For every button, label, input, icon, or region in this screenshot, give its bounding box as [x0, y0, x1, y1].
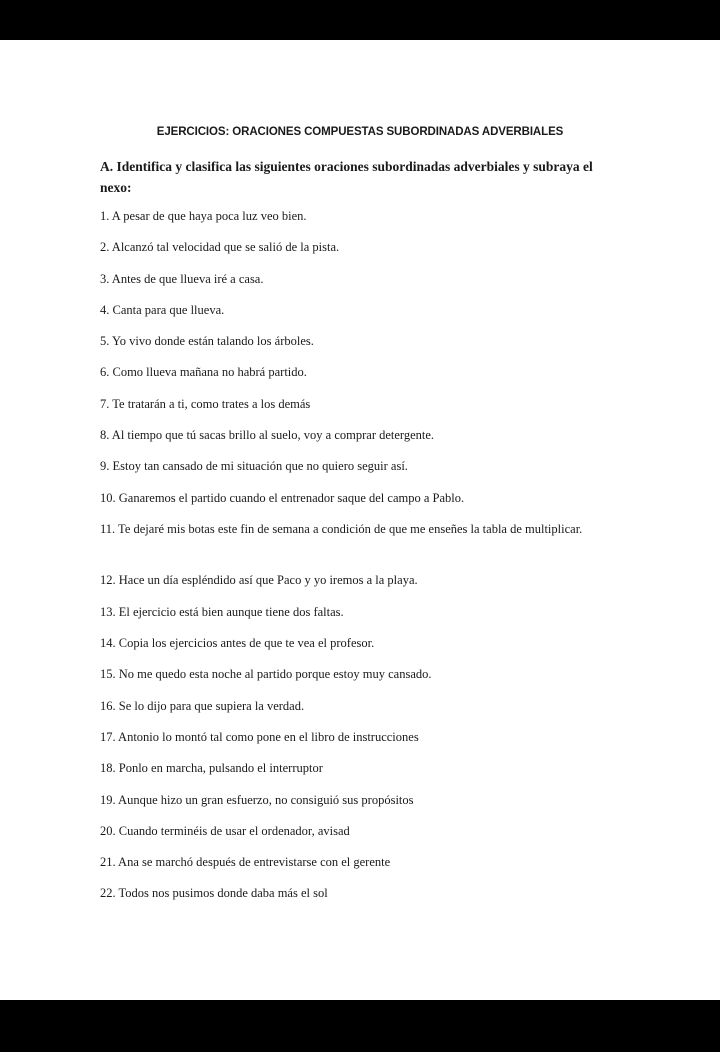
exercise-item: 8. Al tiempo que tú sacas brillo al suelo, voy a comprar detergente.: [100, 428, 435, 443]
exercise-item: 9. Estoy tan cansado de mi situación que no quiero seguir así.: [100, 459, 408, 474]
exercise-item: 4. Canta para que llueva.: [100, 302, 225, 317]
exercise-item: 16. Se lo dijo para que supiera la verdad.: [100, 698, 305, 713]
document-title: EJERCICIOS: ORACIONES COMPUESTAS SUBORDINADAS ADVERBIALES: [156, 126, 564, 138]
bottom-black-bar: [0, 1000, 720, 1052]
exercise-item: 18. Ponlo en marcha, pulsando el interruptor: [100, 761, 323, 776]
document-page[interactable]: [0, 40, 720, 1000]
exercise-item: 11. Te dejaré mis botas este fin de semana a condición de que me enseñes la tabla de multiplicar.: [100, 521, 583, 536]
instruction-heading: A. Identifica y clasifica las siguientes oraciones subordinadas adverbiales y subraya el nexo:: [100, 159, 593, 195]
exercise-item: 12. Hace un día espléndido así que Paco y yo iremos a la playa.: [100, 573, 418, 588]
exercise-item: 3. Antes de que llueva iré a casa.: [100, 271, 264, 286]
exercise-item: 10. Ganaremos el partido cuando el entrenador saque del campo a Pablo.: [100, 490, 465, 505]
top-black-bar: [0, 0, 720, 40]
exercise-item: 21. Ana se marchó después de entrevistarse con el gerente: [100, 855, 391, 870]
exercise-item: 14. Copia los ejercicios antes de que te vea el profesor.: [100, 636, 375, 651]
exercise-item: 5. Yo vivo donde están talando los árboles.: [100, 334, 314, 349]
exercise-item: 17. Antonio lo montó tal como pone en el libro de instrucciones: [100, 729, 419, 744]
exercise-item: 19. Aunque hizo un gran esfuerzo, no consiguió sus propósitos: [100, 792, 414, 807]
exercise-item: 1. A pesar de que haya poca luz veo bien.: [100, 209, 307, 223]
exercise-item: 2. Alcanzó tal velocidad que se salió de la pista.: [100, 240, 340, 255]
exercise-item: 15. No me quedo esta noche al partido porque estoy muy cansado.: [100, 667, 432, 682]
exercise-item: 7. Te tratarán a ti, como trates a los demás: [100, 396, 311, 411]
exercise-item: 6. Como llueva mañana no habrá partido.: [100, 365, 307, 380]
exercise-item: 22. Todos nos pusimos donde daba más el sol: [100, 886, 328, 901]
exercise-item: 20. Cuando terminéis de usar el ordenador, avisad: [100, 823, 350, 838]
exercise-list: [100, 206, 600, 915]
exercise-item: 13. El ejercicio está bien aunque tiene dos faltas.: [100, 604, 344, 619]
